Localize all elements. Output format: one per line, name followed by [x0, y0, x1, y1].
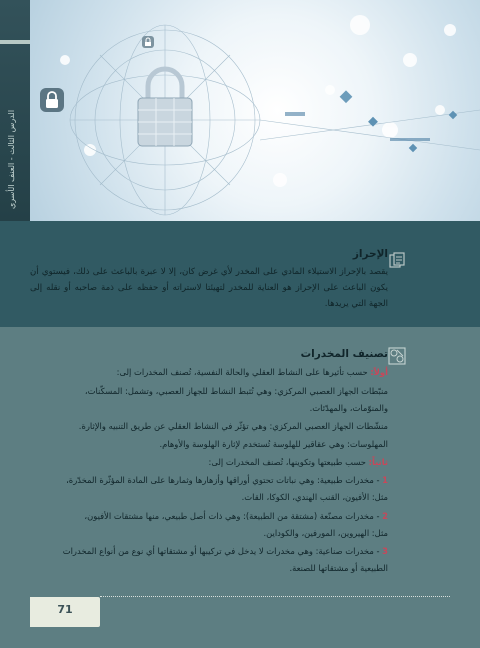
document-icon	[388, 252, 406, 270]
list-item: منشّطات الجهاز العصبي المركزي: وهي تؤثّر في النشاط العقلي عن طريق التنبيه والإثارة.	[78, 421, 388, 431]
chapter-vertical-title: الدرس الثالث - العنف الأسري	[7, 110, 16, 210]
ihraz-body: يقصد بالإحراز الاستيلاء المادي على المخدر لأي غرض كان، إلا لا عبرة بالباعث على ذلك، فيستوي أن يكون الباعث على الإحراز هو العناية للمخدر لتهيئتا لاستراته أو حفظه على ذمة صاحبه أو نقله إلى الجهة التي يريدها.	[30, 267, 388, 309]
list-item: المهلوسات: وهي عقاقير للهلوسة تُستخدم لإثارة الهلوسة والأوهام.	[159, 439, 388, 449]
list-item: الطبيعية أو مشتقاتها للصنعة.	[289, 563, 388, 573]
second-criterion-label: ثانياً:	[368, 457, 388, 467]
first-criterion	[30, 366, 388, 378]
padlock-network-graphic	[30, 0, 480, 221]
list-item: منبّطات الجهاز العصبي المركزي: وهي تُثبط النشاط للجهاز العصبي، وتشمل: المسكّنات،	[84, 386, 388, 396]
list-item: 3 - مخدرات صناعية: وهي مخدرات لا يدخل في تركيبها أو مشتقاتها أي نوع من أنواع المخدرات	[62, 546, 388, 556]
page-number: 71	[57, 603, 73, 616]
list-item: مثل: الهيروين، المورفين، والكوداين.	[263, 528, 388, 538]
chart-icon	[388, 347, 406, 365]
item-number: 3	[382, 546, 388, 556]
first-criterion-label: أولاً:	[370, 367, 388, 377]
list-item: مثل: الأفيون، القنب الهندي، الكوكا، القات.	[241, 492, 388, 502]
list-item: 1 - مخدرات طبيعية: وهي نباتات تحتوي أوراقها وأزهارها وثمارها على المادة المؤثّرة المخدّرة،	[66, 475, 388, 485]
second-criterion-text: حسب طبيعتها وتكوينها، تُصنف المخدرات إلى:	[208, 457, 369, 467]
side-strip-bar	[0, 40, 30, 44]
hero-illustration	[30, 0, 480, 221]
side-strip	[0, 0, 30, 221]
first-criterion-text: حسب تأثيرها على النشاط العقلي والحالة النفسية، تُصنف المخدرات إلى:	[116, 367, 371, 377]
second-criterion	[30, 456, 388, 468]
ihraz-title: الإحراز	[352, 248, 388, 260]
list-item: 2 - مخدرات مصنّعة (مشتقة من الطبيعة): وهي ذات أصل طبيعي، منها مشتقات الأفيون،	[84, 511, 388, 521]
item-number: 2	[382, 511, 388, 521]
classification-title: تصنيف المخدرات	[300, 348, 388, 360]
item-number: 1	[382, 475, 388, 485]
list-item: والمنوّمات، والمهدّئات.	[309, 403, 388, 413]
footer-divider	[100, 596, 450, 597]
